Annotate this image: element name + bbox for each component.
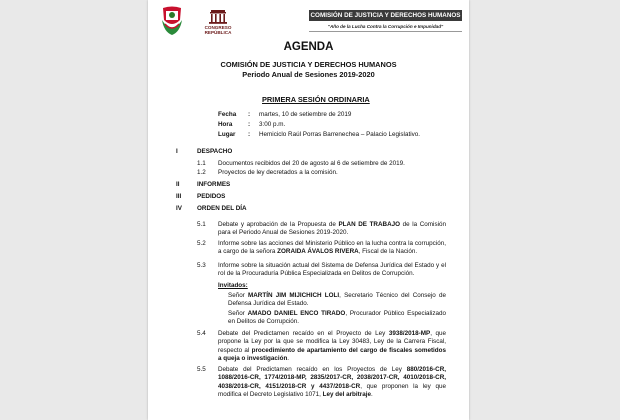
congress-logo-text-1: CONGRESO [204,25,232,30]
place-label: Lugar [218,131,236,138]
section-iii-number: III [176,193,182,200]
agenda-item-text: Informe sobre las acciones del Ministerio Público en la lucha contra la corrupción, a cargo de la señora ZORAIDA ÁVALOS RIVERA, Fiscal de la Nación. [218,240,446,256]
session-title: PRIMERA SESIÓN ORDINARIA [262,95,370,104]
time-colon: : [248,121,251,128]
section-ii-title: INFORMES [197,181,231,188]
period-subtitle: Periodo Anual de Sesiones 2019-2020 [242,70,375,79]
despacho-item-number: 1.1 [197,160,206,167]
motto-divider [309,31,462,32]
date-value: martes, 10 de setiembre de 2019 [259,111,352,118]
section-iv-number: IV [176,205,182,212]
time-value: 3:00 p.m. [259,121,286,128]
agenda-item-text: Debate del Predictamen recaído en el Proyecto de Ley 3938/2018-MP, que propone la Ley por la que se modifica la Ley 30483, Ley de la Carrera Fiscal, respecto al procedimiento de apartamiento del cargo de fiscales sometidos a queja o investigación. [218,330,446,362]
congress-logo-icon [198,8,238,36]
invitados-label: Invitados: [218,282,248,289]
section-ii-number: II [176,181,180,188]
time-label: Hora [218,121,233,128]
commission-subtitle: COMISIÓN DE JUSTICIA Y DERECHOS HUMANOS [220,60,397,69]
guest-entry: Señor AMADO DANIEL ENCO TIRADO, Procurador Público Especializado en Delitos de Corrupción. [228,310,447,326]
section-iv-title: ORDEN DEL DÍA [197,205,247,212]
despacho-item-text: Proyectos de ley decretados a la comisión. [218,169,338,176]
section-iii-title: PEDIDOS [197,193,226,200]
agenda-item-text: Debate y aprobación de la Propuesta de PLAN DE TRABAJO de la Comisión para el Periodo Anual de Sesiones 2019-2020. [218,221,447,237]
year-motto: "Año de la Lucha Contra la Corrupción e Impunidad" [327,24,444,29]
place-value: Hemiciclo Raúl Porras Barrenechea – Palacio Legislativo. [259,131,420,138]
agenda-item-text: Debate del Predictamen recaído en los Proyectos de Ley 880/2016-CR, 1088/2016-CR, 1774/2018-MP, 2835/2017-CR, 2038/2017-CR, 4010/2018-CR, 4038/2018-CR, 4151/2018-CR y 4437/2018-CR, que proponen la ley que modifica el Decreto Legislativo 1071, Ley del arbitraje. [218,366,446,398]
date-colon: : [248,111,251,118]
agenda-item-number: 5.4 [197,330,206,337]
agenda-item-text: Informe sobre la situación actual del Sistema de Defensa Jurídica del Estado y el rol de la Procuraduría Pública Especializada en Delitos de Corrupción. [218,262,446,278]
peru-coat-of-arms-icon [161,6,183,36]
despacho-item-number: 1.2 [197,169,206,176]
agenda-item-number: 5.3 [197,262,206,269]
section-i-number: I [176,148,178,155]
agenda-item-number: 5.1 [197,221,206,228]
commission-header-bar: COMISIÓN DE JUSTICIA Y DERECHOS HUMANOS [310,12,461,19]
despacho-item-text: Documentos recibidos del 20 de agosto al 6 de setiembre de 2019. [218,160,405,167]
place-colon: : [248,131,251,138]
agenda-item-number: 5.2 [197,240,206,247]
date-label: Fecha [218,111,237,118]
page-title: AGENDA [283,41,334,53]
congress-logo-text-2: REPÚBLICA [204,30,232,35]
section-i-title: DESPACHO [197,148,233,155]
agenda-item-number: 5.5 [197,366,206,373]
guest-entry: Señor MARTÍN JIM MIJICHICH LOLI, Secretario Técnico del Consejo de Defensa Jurídica del Estado. [228,292,447,308]
